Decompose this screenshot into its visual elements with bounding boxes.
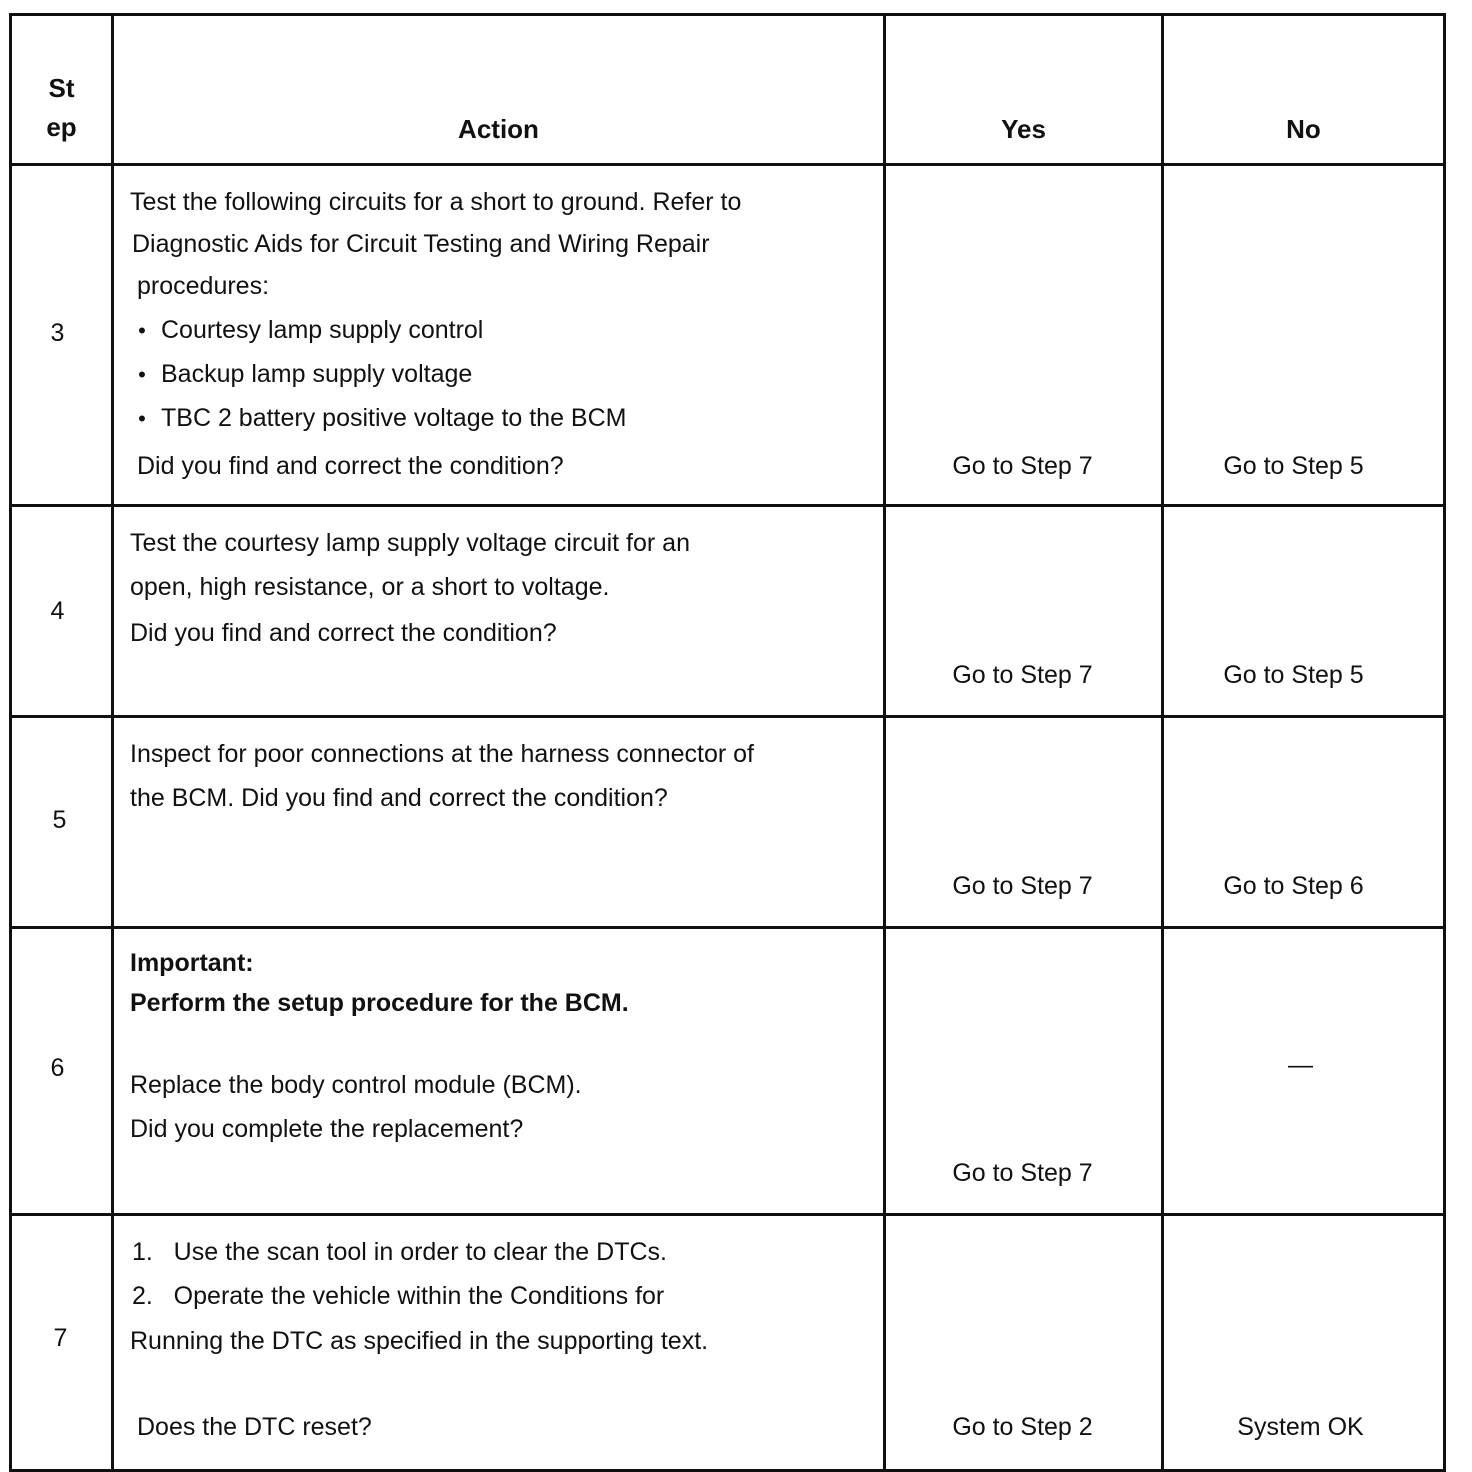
table-row <box>11 928 1445 1215</box>
no-cell <box>1163 165 1445 506</box>
bullet-item: • Backup lamp supply voltage <box>123 360 883 389</box>
action-line: the BCM. Did you find and correct the condition? <box>130 784 668 812</box>
header-action <box>113 15 885 165</box>
step-cell <box>11 506 113 717</box>
action-line: Running the DTC as specified in the supporting text. <box>130 1327 709 1355</box>
action-line: open, high resistance, or a short to voltage. <box>130 573 610 601</box>
header-action-label: Action <box>458 114 539 144</box>
action-cell <box>113 1215 885 1471</box>
no-cell <box>1163 928 1445 1215</box>
header-yes <box>885 15 1163 165</box>
yes-outcome: Go to Step 7 <box>952 661 1093 689</box>
action-line: Did you find and correct the condition? <box>130 619 557 647</box>
no-outcome: — <box>1288 1051 1313 1079</box>
action-line: procedures: <box>137 272 270 300</box>
yes-cell <box>885 928 1163 1215</box>
no-outcome: System OK <box>1237 1413 1364 1441</box>
step-number: 7 <box>53 1324 68 1352</box>
table-row <box>11 1215 1445 1471</box>
step-cell <box>11 717 113 928</box>
step-number: 3 <box>50 319 65 347</box>
action-cell <box>113 506 885 717</box>
table-row <box>11 506 1445 717</box>
no-cell <box>1163 717 1445 928</box>
table-row <box>11 717 1445 928</box>
header-step-line2: ep <box>46 112 77 142</box>
header-no-label: No <box>1286 114 1321 144</box>
step-number: 5 <box>52 806 67 834</box>
no-outcome: Go to Step 5 <box>1223 452 1364 480</box>
header-step <box>11 15 113 165</box>
numbered-item: 1. Use the scan tool in order to clear the DTCs. <box>132 1238 667 1266</box>
yes-cell <box>885 1215 1163 1471</box>
yes-outcome: Go to Step 7 <box>952 452 1093 480</box>
action-line: Did you complete the replacement? <box>130 1115 524 1143</box>
yes-outcome: Go to Step 7 <box>952 872 1093 900</box>
yes-cell <box>885 165 1163 506</box>
bullet-icon: • <box>138 318 146 343</box>
no-outcome: Go to Step 6 <box>1223 872 1364 900</box>
header-no <box>1163 15 1445 165</box>
action-question: Did you find and correct the condition? <box>137 452 564 480</box>
yes-cell <box>885 717 1163 928</box>
yes-cell <box>885 506 1163 717</box>
bullet-icon: • <box>138 362 146 387</box>
action-line: Test the courtesy lamp supply voltage circuit for an <box>130 529 690 557</box>
important-note: Perform the setup procedure for the BCM. <box>130 989 629 1017</box>
action-cell <box>113 717 885 928</box>
header-step-line1: St <box>48 73 75 103</box>
important-label: Important: <box>130 949 254 977</box>
yes-outcome: Go to Step 2 <box>952 1413 1093 1441</box>
bullet-icon: • <box>138 406 146 431</box>
bullet-item: • TBC 2 battery positive voltage to the BCM <box>123 404 883 433</box>
numbered-item: 2. Operate the vehicle within the Conditions for <box>132 1282 665 1310</box>
step-cell <box>11 1215 113 1471</box>
action-line: Replace the body control module (BCM). <box>130 1071 582 1099</box>
action-cell <box>113 928 885 1215</box>
step-cell <box>11 928 113 1215</box>
no-outcome: Go to Step 5 <box>1223 661 1364 689</box>
action-question: Does the DTC reset? <box>137 1413 372 1441</box>
action-cell <box>113 165 885 506</box>
bullet-item: • Courtesy lamp supply control <box>123 316 883 345</box>
step-number: 4 <box>50 597 65 625</box>
table-row <box>11 165 1445 506</box>
header-row <box>11 15 1445 165</box>
header-yes-label: Yes <box>1001 114 1046 144</box>
step-cell <box>11 165 113 506</box>
no-cell <box>1163 1215 1445 1471</box>
action-line: Diagnostic Aids for Circuit Testing and Wiring Repair <box>132 230 710 258</box>
step-number: 6 <box>50 1054 65 1082</box>
diagnostic-table <box>9 13 1446 1472</box>
action-line: Inspect for poor connections at the harness connector of <box>130 740 754 768</box>
action-line: Test the following circuits for a short to ground. Refer to <box>130 188 742 216</box>
no-cell <box>1163 506 1445 717</box>
yes-outcome: Go to Step 7 <box>952 1159 1093 1187</box>
